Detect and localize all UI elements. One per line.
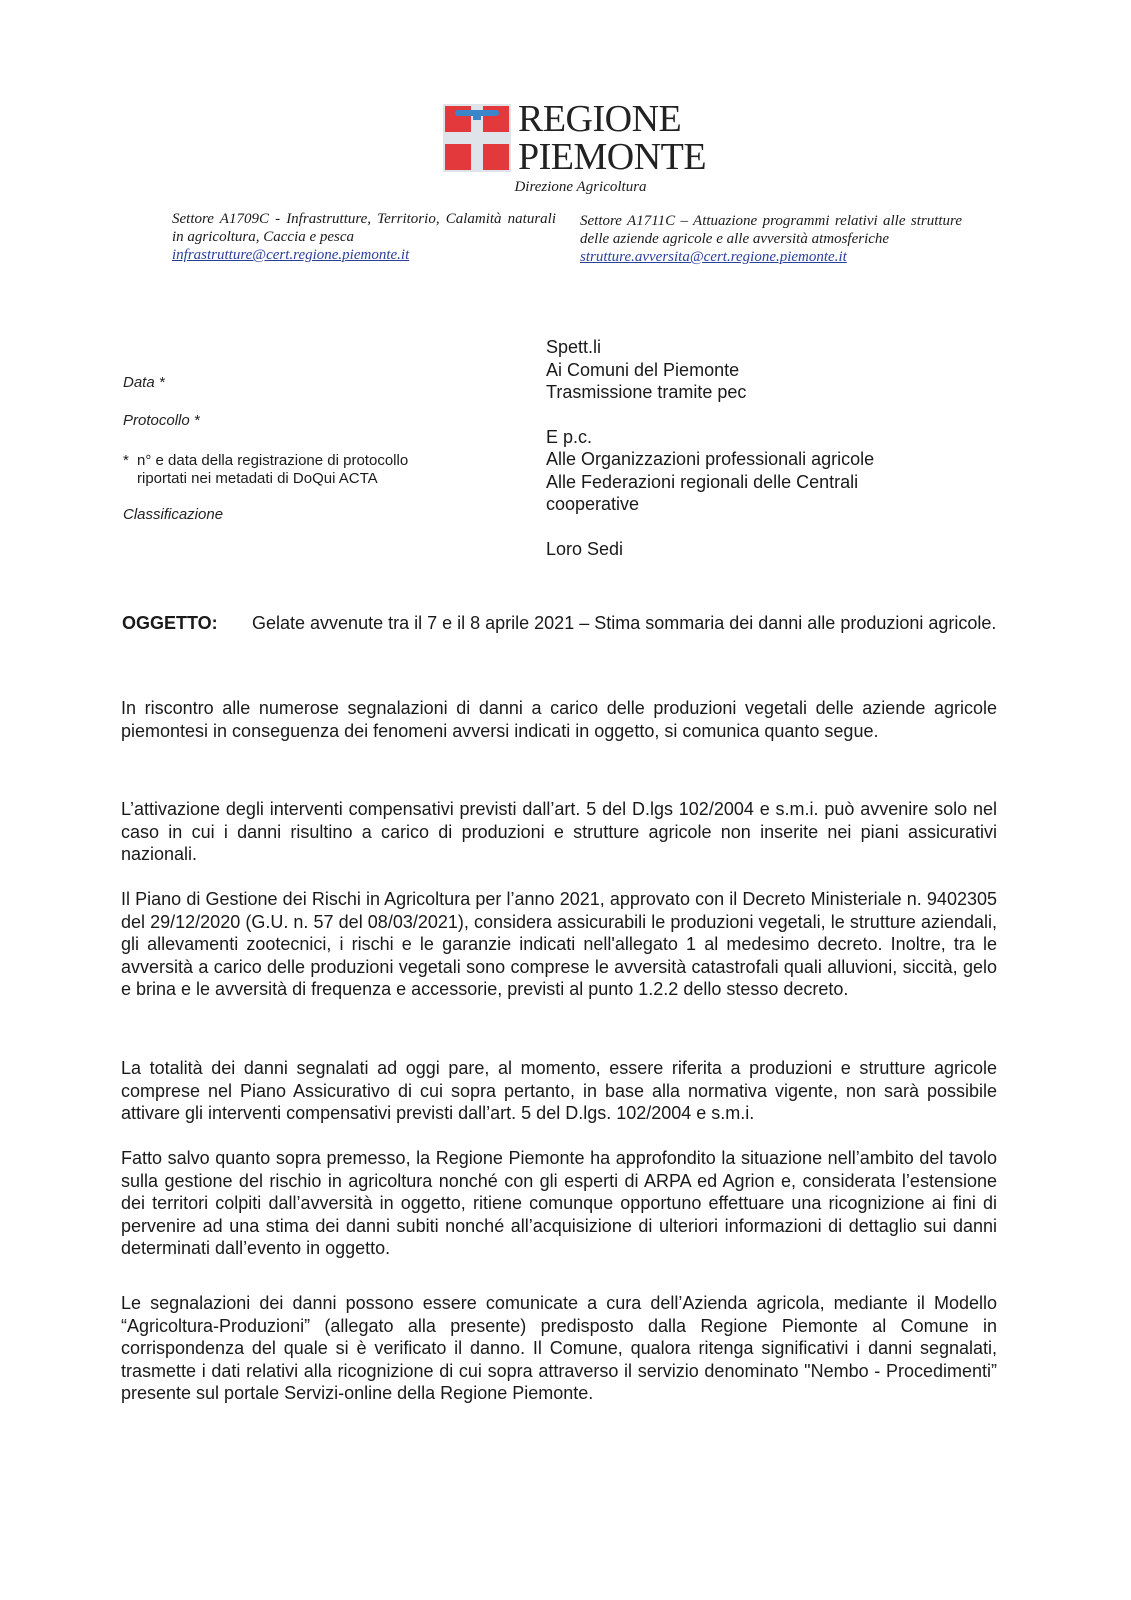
closing: Loro Sedi [546, 538, 624, 559]
logo-red-square [445, 144, 471, 170]
cc-label: E p.c. [546, 426, 593, 447]
cc-line: cooperative [546, 494, 640, 514]
salutation: Spett.li [546, 337, 602, 357]
body-paragraph: Le segnalazioni dei danni possono essere comunicate a cura dell’Azienda agricola, mediante il Modello “Agricoltura-Produzioni” (allegato alla presente) predisposto dalla Regione Piemonte al Comune in corrispondenza del quale si è verificato il danno. Il Comune, qualora ritenga significativi i danni segnalati, trasmette i dati relativi alla ricognizione di cui sopra attraverso il servizio denominato "Nembo - Procedimenti” presente sul portale Servizi-online della Regione Piemonte. [121, 1293, 997, 1403]
subject-label: OGGETTO: [122, 613, 218, 633]
region-name-line2: PIEMONTE [518, 136, 707, 178]
sector-email-link[interactable]: strutture.avversita@cert.regione.piemonte.it [580, 249, 847, 265]
body-paragraph: Fatto salvo quanto sopra premesso, la Regione Piemonte ha approfondito la situazione nell’ambito del tavolo sulla gestione del rischio in agricoltura nonché con gli esperti di ARPA ed Agrion e, considerata l’estensione dei territori colpiti dall’avversità in oggetto, ritiene comunque opportuno effettuare una ricognizione ai fini di pervenire ad una stima dei danni subiti nonché all’acquisizione di ulteriori informazioni di dettaglio sui danni determinati dall’evento in oggetto. [121, 1148, 997, 1258]
note-line2: riportati nei metadati di DoQui ACTA [137, 470, 378, 487]
protocol-note [123, 452, 408, 488]
direzione-label: Direzione Agricoltura [514, 179, 647, 195]
region-logo-icon [443, 104, 511, 172]
sector-description: Settore A1709C - Infrastrutture, Territorio, Calamità naturali in agricoltura, Caccia e pesca [172, 211, 556, 245]
cc-line: Alle Federazioni regionali delle Centrali [546, 471, 859, 492]
body-paragraph: Il Piano di Gestione dei Rischi in Agricoltura per l’anno 2021, approvato con il Decreto Ministeriale n. 9402305 del 29/12/2020 (G.U. n. 57 del 08/03/2021), considera assicurabili le produzioni vegetali, le strutture aziendali, gli allevamenti zootecnici, i rischi e le garanzie indicati nell'allegato 1 al medesimo decreto. Inoltre, tra le avversità a carico delle produzioni vegetali sono comprese le avversità catastrofali quali alluvioni, siccità, gelo e brina e le avversità di frequenza e accessorie, previsti al punto 1.2.2 dello stesso decreto. [121, 889, 997, 999]
sector-description: Settore A1711C – Attuazione programmi relativi alle strutture delle aziende agricole e alle avversità atmosferiche [580, 213, 962, 247]
recipient-line: Ai Comuni del Piemonte [546, 359, 740, 380]
logo-red-square [483, 144, 509, 170]
protocollo-label: Protocollo * [123, 412, 200, 429]
recipients-block [546, 336, 874, 560]
subject-block [122, 612, 1002, 634]
note-asterisk: * [123, 452, 129, 469]
note-line1: n° e data della registrazione di protocollo [137, 452, 409, 469]
sector-a1709c [172, 210, 556, 264]
logo-blue-label-drop [473, 114, 481, 120]
region-name-line1: REGIONE [518, 98, 682, 140]
data-label: Data * [123, 374, 165, 391]
body-paragraph: La totalità dei danni segnalati ad oggi pare, al momento, essere riferita a produzioni e strutture agricole comprese nel Piano Assicurativo di cui sopra pertanto, in base alla normativa vigente, non sarà possibile attivare gli interventi compensativi previsti dall’art. 5 del D.lgs. 102/2004 e s.m.i. [121, 1058, 997, 1123]
classificazione-label: Classificazione [123, 506, 224, 523]
recipient-line: Trasmissione tramite pec [546, 382, 747, 402]
subject-text: Gelate avvenute tra il 7 e il 8 aprile 2021 – Stima sommaria dei danni alle produzioni agricole. [252, 613, 997, 633]
body-paragraph: L’attivazione degli interventi compensativi previsti dall’art. 5 del D.lgs 102/2004 e s.m.i. può avvenire solo nel caso in cui i danni risultino a carico di produzioni e strutture agricole non inserite nei piani assicurativi nazionali. [121, 799, 997, 864]
body-paragraph: In riscontro alle numerose segnalazioni di danni a carico delle produzioni vegetali delle aziende agricole piemontesi in conseguenza dei fenomeni avversi indicati in oggetto, si comunica quanto segue. [121, 698, 997, 741]
cc-line: Alle Organizzazioni professionali agricole [546, 449, 875, 469]
sector-email-link[interactable]: infrastrutture@cert.regione.piemonte.it [172, 247, 410, 263]
sector-a1711c [580, 212, 962, 266]
region-name [518, 100, 706, 176]
